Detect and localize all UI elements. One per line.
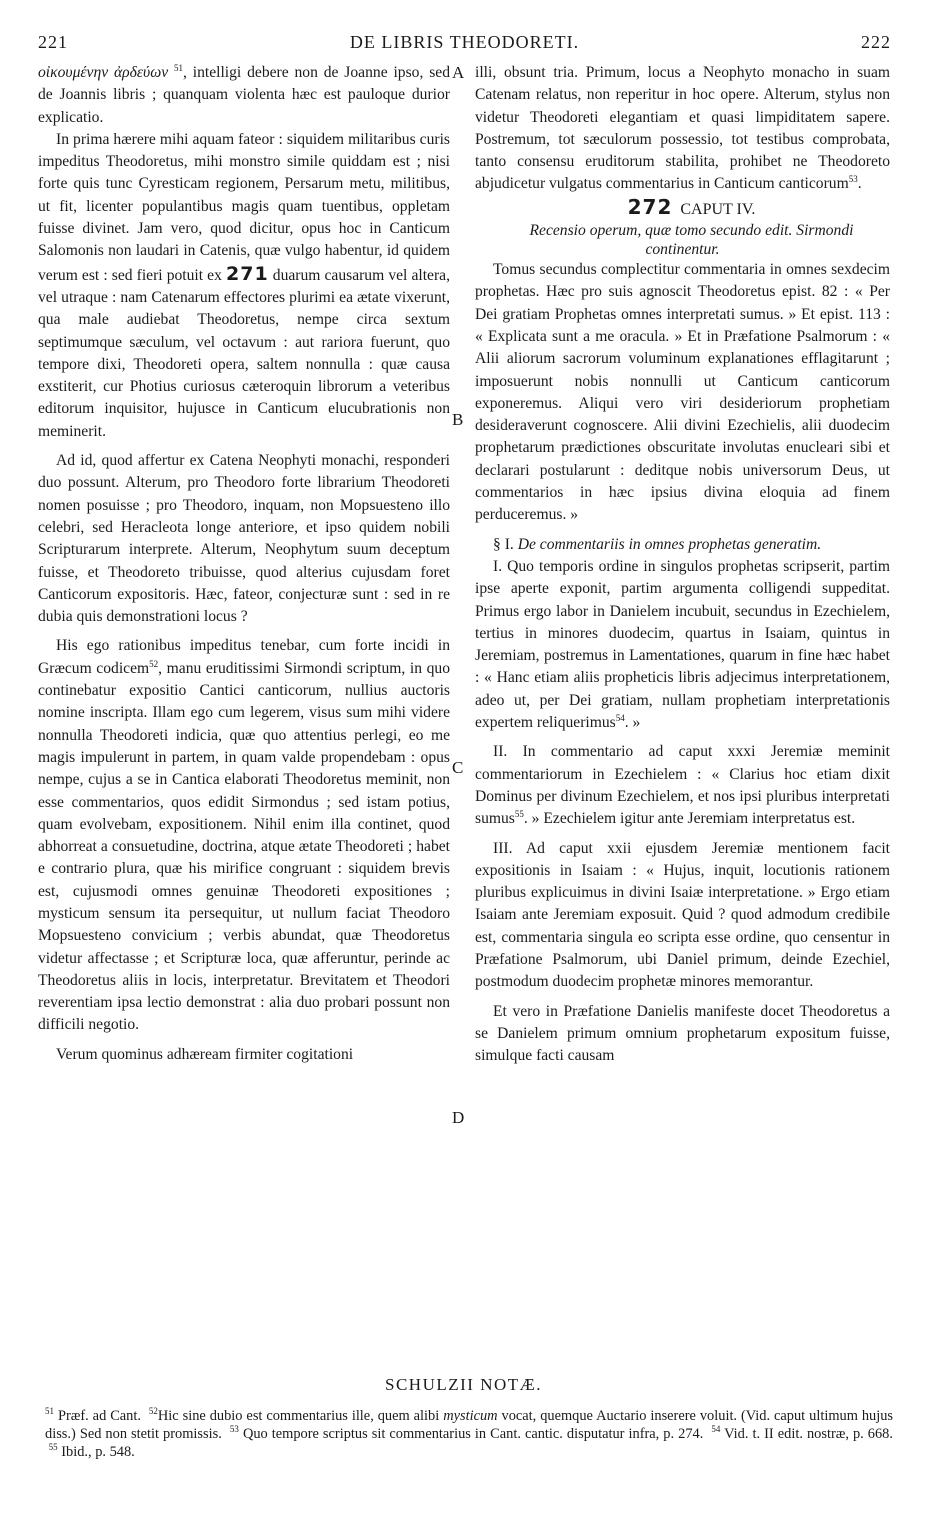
footnote-number: 51 [45,1406,54,1417]
chapter-title: CAPUT IV. [680,200,756,218]
margin-letter-b: B [452,410,464,429]
paragraph: I. Quo temporis ordine in singulos prophetas scripserit, partim ipse aperte exponit, partim argumenta colligendi suppeditat. Primus ergo labor in Danielem incubuit, secundus in Ezechielem, tertius in minores duodecim, quartus in Isaiam, quintus in Jeremiam, postremus in Lamentationes, quarum in fine hæc habet : « Hanc etiam aliis propheticis libris adjecimus interpretationem, adeo ut, per Dei gratiam, nullam prophetiam interpretationis expertem reliquerimus$^{54}$. » [475,557,890,732]
page-header [38,32,891,58]
margin-letter-c: C [452,758,464,777]
footnote: Ibid., p. 548. [61,1444,135,1460]
footnote-number: 53 [229,1424,239,1435]
section-number: § I. [493,535,514,553]
footnote-number: 54 [711,1424,721,1435]
paragraph: His ego rationibus impeditus tenebar, cum forte incidi in Græcum codicem$^{52}$, manu eruditissimi Sirmondi scriptum, in quo continebatur expositio Cantici canticorum, nullius auctoris nomine inscripta. Illam ego cum legerem, visus sum mihi videre nonnulla Theodoreti indicia, quæ quo attentius perlegi, eo me magis impulerunt in partem, in quam valde propendebam : opus nempe, cujus a se in Cantica elaborati Theodoretus meminit, non esse commentarios, quos edidit Sirmondus ; sed istam potius, quam evolvebam, expositionem. Nihil enim illa continet, quod abhorreat a consuetudine, doctrina, atque ætate Theodoreti ; habet e contrario plura, quæ his mirifice congruant : siquidem brevis est, cujusmodi omnes genuinæ Theodoreti expositiones ; mysticum sensum ita persequitur, ut nullum faciat Theodoro Mopsuesteno convicium ; verbis abundat, quæ Theodoretus videtur affectasse ; et Scripturæ loca, quæ afferuntur, perinde ac Theodoretus aliis in locis, interpretatur. Brevitatem et Theodori reverentiam ipsa lectio demonstrat : alia duo probari possunt non difficili negotio. [38,637,451,1034]
footnote-ref: 54 [615,712,625,723]
paragraph: In prima hærere mihi aquam fateor : siquidem militaribus curis impeditus Theodoretus, mihi monstro simile quiddam est ; nisi forte quis tunc Cyresticam regionem, Persarum metu, militibus, ut fit, licenter populantibus magis quam tuentibus, oppletam fuisse divinet. Jam vero, quod dicitur, opus hoc in Canticum Salomonis non laudari in Catenis, quæ vulgo habentur, id quidem verum est : sed fieri potuit ex 271 duarum causarum vel altera, vel utraque : nam Catenarum effectores plurimi ea ætate vixerunt, qua male audiebat Theodoretus, nempe circa sextum septimumque sæculum, vel octavum : aut rariora fuerunt, quo tempore dixi, Theodoreti opera, saltem nonnulla : quæ causa exstiterit, cur Photius curiosus cæteroquin librorum a veteribus editorum inquisitor, hujusce in Canticum elucubrationis non meminerit. [38,130,450,440]
greek-phrase: οἰκουμένην ἀρδεύων [38,64,169,81]
footnote-number: 55 [48,1442,58,1453]
footnotes [45,1407,893,1461]
right-column [475,62,890,1067]
margin-letter-d: D [452,1108,465,1127]
footnote-ref: 53 [848,174,858,185]
chapter-subtitle: Recensio operum, quæ tomo secundo edit. Sirmondi continentur. [529,222,854,259]
section-title: De commentariis in omnes prophetas generatim. [517,535,822,553]
footnote: Hic sine dubio est commentarius ille, quem alibi mysticum vocat, quemque Auctario inserere voluit. (Vid. caput ultimum hujus diss.) Sed non stetit promissis. [45,1408,894,1442]
running-title: DE LIBRIS THEODORETI. [349,32,580,52]
paragraph: Verum quominus adhæream firmiter cogitationi [56,1045,354,1063]
paragraph: Et vero in Præfatione Danielis manifeste docet Theodoretus a se Danielem primum omnium prophetarum expositum fuisse, simulque facti causam [475,1002,890,1065]
paragraph: οἰκουμένην ἀρδεύων $^{51}$, intelligi debere non de Joanne ipso, sed de Joannis libris ; quanquam violenta hæc est pauloque durior explicatio. [38,62,450,126]
section-heading [475,534,890,556]
paragraph: II. In commentario ad caput xxxi Jeremiæ meminit commentariorum in Ezechielem : « Clarius hoc etiam dixit Dominus per divinum Ezechielem, et nos ipsi pluribus interpretati sumus$^{55}$. » Ezechielem igitur ante Jeremiam interpretatus est. [475,743,890,828]
footnote-number: 52 [148,1406,158,1417]
paragraph: III. Ad caput xxii ejusdem Jeremiæ mentionem facit expositionis in Isaiam : « Hujus, inquit, locutionis rationem pluribus explicuimus in divini Isaiæ interpretatione. » Ergo etiam Isaiam ante Jeremiam exposuit. Quid ? quod admodum credibile est, commentaria singula eo scripta esse ordine, quo censentur in Præfatione Psalmorum, ubi Daniel primum, deinde Ezechiel, postmodum duodecim prophetæ minores memorantur. [475,839,890,991]
paragraph: Ad id, quod affertur ex Catena Neophyti monachi, responderi duo possunt. Alterum, pro Theodoro forte librarium Theodoreti nomen posuisse ; pro Theodoro, inquam, non Mopsuesteno illo celebri, sed Heracleota longe anteriore, et ipso quidem nobili Scripturarum interprete. Alterum, Neophytum suum deceptum fuisse, et Theodoreto tribuisse, quod alterius cujusdam foret Canticorum expositoris. Hæc, fateor, conjecturæ sunt : sed in re dubia quis demonstrationi locus ? [38,452,450,626]
paragraph: illi, obsunt tria. Primum, locus a Neophyto monacho in suam Catenam relatus, non reperitur in hoc opere. Alterum, stylus non videtur Theodoreti elegantiam et quasi limpiditatem sapere. Postremum, tot sæculorum possessio, tot testibus comprobata, tanto consensu eruditorum stabilita, prohibet ne Theodoreto abjudicetur vulgatus commentarius in Canticum canticorum$^{53}$. [475,64,890,193]
page-number-right: 222 [861,32,891,52]
notes-title: SCHULZII NOTÆ. [385,1375,542,1394]
footnote-ref: 51 [173,62,183,73]
edition-page-marker: 272 [627,194,673,219]
paragraph: Tomus secundus complectitur commentaria in omnes sexdecim prophetas. Hæc pro suis agnoscit Theodoretus epist. 82 : « Per Dei gratiam Prophetas omnes interpretati sumus. » Et epist. 113 : « Explicata sunt a me oracula. » Et in Præfatione Psalmorum : « Alii aliorum sacrorum voluminum explanationes efflagitarunt ; imposuerunt nobis nonnulli ut Canticum canticorum exponeremus. Aliqui vero viri desideriorum prophetiam desideraverunt cognoscere. Alii divini Ezechielis, alii duodecim prophetarum prædictiones obscuritate involutas enucleari sibi et declarari postularunt : deditque nobis universorum Deus, ut commentarios in hæc ipsius divina eloquia ad finem perduceremus. » [475,261,890,524]
footnote-ref: 52 [149,658,159,669]
edition-page-marker: 271 [226,262,269,285]
footnote: Præf. ad Cant. [57,1408,141,1424]
chapter-heading [475,196,890,221]
footnote: Vid. t. II edit. nostræ, p. 668. [724,1426,893,1442]
margin-letter-a: A [452,63,465,82]
footnote-ref: 55 [514,809,524,820]
footnote: Quo tempore scriptus sit commentarius in Cant. cantic. disputatur infra, p. 274. [242,1426,704,1442]
page-number-left: 221 [38,32,68,52]
left-column [38,62,450,1066]
